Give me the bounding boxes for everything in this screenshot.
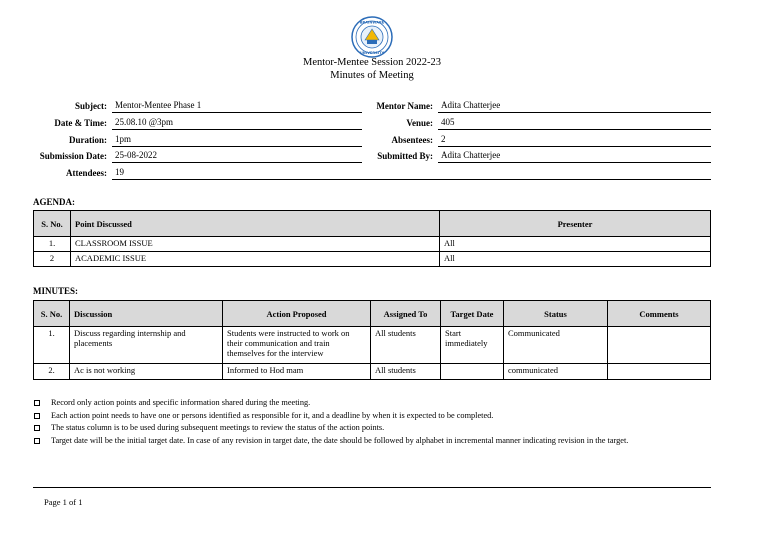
note-text: Target date will be the initial target date. In case of any revision in target date, the date should be followed by alphabet in incremental manner indicating revision in the target. <box>51 435 629 445</box>
agenda-header-presenter: Presenter <box>440 211 711 237</box>
venue-label: Venue: <box>406 118 433 128</box>
minutes-cell-status: communicated <box>504 364 608 380</box>
minutes-cell-sno: 1. <box>34 327 70 364</box>
minutes-header-target: Target Date <box>441 301 504 327</box>
checkbox-bullet-icon <box>33 422 42 431</box>
duration-value: 1pm <box>112 133 362 147</box>
list-item <box>33 422 628 435</box>
minutes-cell-discussion: Discuss regarding internship and placements <box>70 327 223 364</box>
attendees-label: Attendees: <box>66 168 107 178</box>
venue-value: 405 <box>438 116 711 130</box>
minutes-cell-action: Students were instructed to work on their communication and train themselves for the interview <box>223 327 371 364</box>
minutes-header-row <box>34 301 711 327</box>
submission-date-label: Submission Date: <box>39 151 107 161</box>
logo-text-bottom: UNIVERSITY <box>359 51 385 55</box>
list-item <box>33 410 628 423</box>
agenda-table <box>33 210 711 267</box>
list-item <box>33 397 628 410</box>
submission-date-value: 25-08-2022 <box>112 149 362 163</box>
agenda-cell-sno: 2 <box>34 252 71 267</box>
subtitle: Minutes of Meeting <box>330 70 414 81</box>
agenda-header-row <box>34 211 711 237</box>
absentees-label: Absentees: <box>391 135 433 145</box>
minutes-cell-target <box>441 364 504 380</box>
minutes-cell-comments <box>608 364 711 380</box>
minutes-cell-sno: 2. <box>34 364 70 380</box>
minutes-cell-comments <box>608 327 711 364</box>
minutes-cell-target: Start immediately <box>441 327 504 364</box>
table-row <box>34 364 711 380</box>
absentees-value: 2 <box>438 133 711 147</box>
note-text: Each action point needs to have one or persons identified as responsible for it, and a deadline by when it is expected to be completed. <box>51 410 494 420</box>
minutes-header-discussion: Discussion <box>70 301 223 327</box>
page-number: Page 1 of 1 <box>44 497 83 507</box>
table-row <box>34 327 711 364</box>
minutes-title: MINUTES: <box>33 286 79 296</box>
notes-list <box>33 397 628 447</box>
document-title <box>0 56 744 82</box>
subject-label: Subject: <box>75 101 107 111</box>
agenda-title: AGENDA: <box>33 197 75 207</box>
footer-divider <box>33 487 711 488</box>
submitted-by-value: Adita Chatterjee <box>438 149 711 163</box>
duration-label: Duration: <box>69 135 107 145</box>
datetime-label: Date & Time: <box>54 118 107 128</box>
title: Mentor-Mentee Session 2022-23 <box>302 57 442 68</box>
minutes-header-status: Status <box>504 301 608 327</box>
agenda-cell-presenter: All <box>440 237 711 252</box>
checkbox-bullet-icon <box>33 410 42 419</box>
minutes-cell-status: Communicated <box>504 327 608 364</box>
minutes-header-comments: Comments <box>608 301 711 327</box>
agenda-cell-point: CLASSROOM ISSUE <box>71 237 440 252</box>
subject-value: Mentor-Mentee Phase 1 <box>112 99 362 113</box>
logo-text-top: BRAINWARE <box>359 20 385 25</box>
table-row <box>34 237 711 252</box>
agenda-cell-sno: 1. <box>34 237 71 252</box>
table-row <box>34 252 711 267</box>
note-text: The status column is to be used during subsequent meetings to review the status of the action points. <box>51 423 385 432</box>
university-seal-icon <box>351 16 393 58</box>
checkbox-bullet-icon <box>33 397 42 406</box>
submitted-by-label: Submitted By: <box>377 151 433 161</box>
minutes-header-sno: S. No. <box>34 301 70 327</box>
list-item <box>33 435 628 448</box>
attendees-value: 19 <box>112 166 711 180</box>
agenda-header-sno: S. No. <box>34 211 71 237</box>
agenda-cell-presenter: All <box>440 252 711 267</box>
minutes-table <box>33 300 711 380</box>
minutes-header-assigned: Assigned To <box>371 301 441 327</box>
mentor-name-value: Adita Chatterjee <box>438 99 711 113</box>
checkbox-bullet-icon <box>33 435 42 444</box>
minutes-cell-assigned: All students <box>371 327 441 364</box>
minutes-header-action: Action Proposed <box>223 301 371 327</box>
minutes-cell-action: Informed to Hod mam <box>223 364 371 380</box>
mentor-name-label: Mentor Name: <box>376 101 433 111</box>
note-text: Record only action points and specific information shared during the meeting. <box>51 398 311 407</box>
datetime-value: 25.08.10 @3pm <box>112 116 362 130</box>
agenda-cell-point: ACADEMIC ISSUE <box>71 252 440 267</box>
minutes-cell-assigned: All students <box>371 364 441 380</box>
minutes-cell-discussion: Ac is not working <box>70 364 223 380</box>
agenda-header-point: Point Discussed <box>71 211 440 237</box>
